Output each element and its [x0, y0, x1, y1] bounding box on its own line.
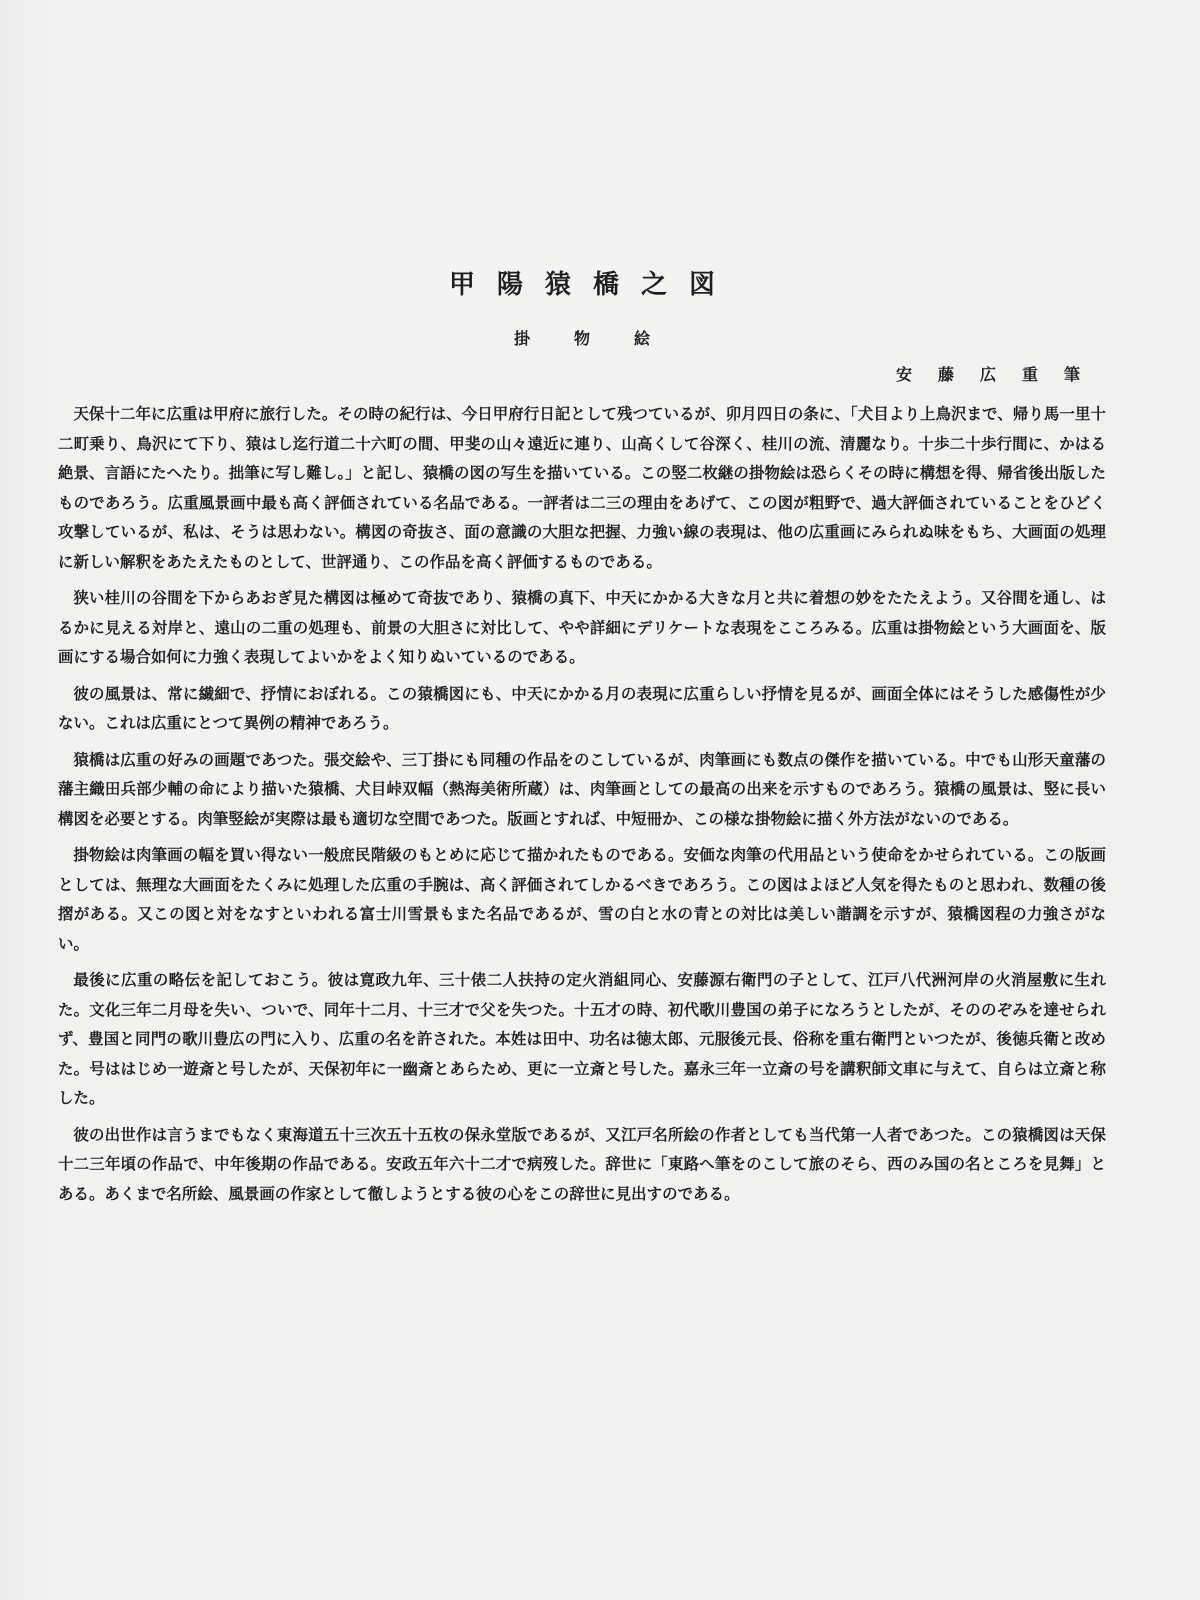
page-title: 甲陽猿橋之図 [448, 270, 737, 300]
paragraph: 最後に広重の略伝を記しておこう。彼は寛政九年、三十俵二人扶持の定火消組同心、安藤源右衛門の子として、江戸八代洲河岸の火消屋敷に生れた。文化三年二月母を失い、ついで、同年十二月、十三才で父を失つた。十五才の時、初代歌川豊国の弟子になろうとしたが、そののぞみを達せられず、豊国と同門の歌川豊広の門に入り、広重の名を許された。本姓は田中、功名は徳太郎、元服後元長、俗称を重右衛門といつたが、後徳兵衛と改めた。号ははじめ一遊斎と号したが、天保初年に一幽斎とあらため、更に一立斎と号した。嘉永三年一立斎の号を講釈師文車に与えて、自らは立斎と称した。 [58, 971, 1106, 1107]
article [58, 268, 1106, 1216]
author-line: 安藤広重筆 [895, 365, 1106, 384]
page-subtitle: 掛物絵 [513, 329, 694, 348]
paragraph: 彼の風景は、常に繊細で、抒情におぼれる。この猿橋図にも、中天にかかる月の表現に広重らしい抒情を見るが、画面全体にはそうした感傷性が少ない。これは広重にとつて異例の精神であろう。 [58, 684, 1106, 732]
paragraph: 猿橋は広重の好みの画題であつた。張交絵や、三丁掛にも同種の作品をのこしているが、肉筆画にも数点の傑作を描いている。中でも山形天童藩の藩主織田兵部少輔の命により描いた猿橋、犬目峠双幅（熱海美術所蔵）は、肉筆画としての最高の出来を示すものであろう。猿橋の風景は、竪に長い構図を必要とする。肉筆竪絵が実際は最も適切な空間であつた。版画とすれば、中短冊か、この様な掛物絵に描く外方法がないのである。 [58, 750, 1106, 828]
paragraph: 彼の出世作は言うまでもなく東海道五十三次五十五枚の保永堂版であるが、又江戸名所絵の作者としても当代第一人者であつた。この猿橋図は天保十二三年頃の作品で、中年後期の作品である。安政五年六十二才で病歿した。辞世に「東路へ筆をのこして旅のそら、西のみ国の名ところを見舞」とある。あくまで名所絵、風景画の作家として徹しようとする彼の心をこの辞世に見出すのである。 [58, 1125, 1106, 1203]
paragraph: 狭い桂川の谷間を下からあおぎ見た構図は極めて奇抜であり、猿橋の真下、中天にかかる大きな月と共に着想の妙をたたえよう。又谷間を通し、はるかに見える対岸と、遠山の二重の処理も、前景の大胆さに対比して、やや詳細にデリケートな表現をこころみる。広重は掛物絵という大画面を、版画にする場合如何に力強く表現してよいかをよく知りぬいているのである。 [58, 589, 1106, 666]
paragraph: 掛物絵は肉筆画の幅を買い得ない一般庶民階級のもとめに応じて描かれたものである。安価な肉筆の代用品という使命をかせられている。この版画としては、無理な大画面をたくみに処理した広重の手腕は、高く評価されてしかるべきであろう。この図はよほど人気を得たものと思われ、数種の後摺がある。又この図と対をなすといわれる富士川雪景もまた名品であるが、雪の白と水の青との対比は美しい諧調を示すが、猿橋図程の力強さがない。 [58, 846, 1106, 953]
body-text [58, 400, 1106, 1209]
paragraph: 天保十二年に広重は甲府に旅行した。その時の紀行は、今日甲府行日記として残つているが、卯月四日の条に、「犬目より上鳥沢まで、帰り馬一里十二町乗り、鳥沢にて下り、猿はし迄行道二十六町の間、甲斐の山々遠近に連り、山高くして谷深く、桂川の流、清麗なり。十歩二十歩行間に、かはる絶景、言語にたへたり。拙筆に写し難し。」と記し、猿橋の図の写生を描いている。この竪二枚継の掛物絵は恐らくその時に構想を得、帰省後出版したものであろう。広重風景画中最も高く評価されている名品である。一評者は二三の理由をあげて、この図が粗野で、過大評価されていることをひどく攻撃しているが、私は、そうは思わない。構図の奇抜さ、面の意識の大胆な把握、力強い線の表現は、他の広重画にみられぬ味をもち、大画面の処理に新しい解釈をあたえたものとして、世評通り、この作品を高く評価するものである。 [58, 405, 1106, 571]
